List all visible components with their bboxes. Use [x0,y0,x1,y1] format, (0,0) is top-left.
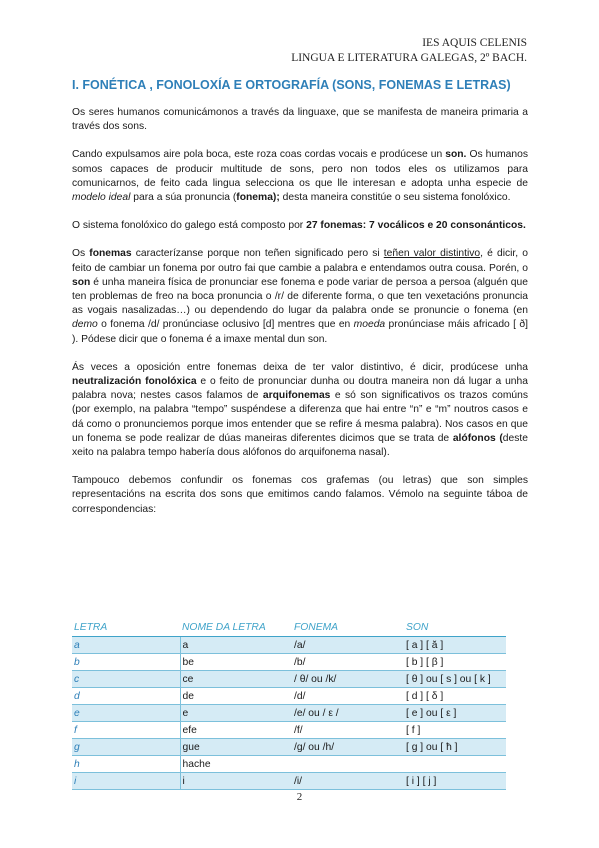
cell-son: [ e ] ou [ ε ] [404,705,506,722]
table-row [72,756,506,773]
paragraph-grafemas: Tampouco debemos confundir os fonemas cos grafemas (ou letras) que son simples representacións na escrita dos sons que emitimos cando falamos. Vémolo na seguinte táboa de correspondencias: [72,475,528,515]
cell-fonema: / θ/ ou /k/ [292,671,404,688]
correspondence-table [72,618,506,790]
table-row [72,654,506,671]
page-number: 2 [296,791,303,803]
header-letra: LETRA [72,618,180,637]
cell-nome: hache [180,756,292,773]
document-body [72,106,528,531]
cell-nome: be [180,654,292,671]
cell-letra: i [72,773,180,790]
cell-fonema: /g/ ou /h/ [292,739,404,756]
table-row [72,671,506,688]
cell-letra: f [72,722,180,739]
paragraph-son: Cando expulsamos aire pola boca, este roza coas cordas vocais e prodúcese un son. Os humanos somos capaces de producir multitude de sons, pero non todos eles os utilizamos para comunicarnos, de feito cada lingua selecciona os que lle interesan e adopta unha especie de modelo ideal para a súa pronuncia (fonema); desta maneira constitúe o seu sistema fonolóxico. [72,149,529,204]
table-row [72,739,506,756]
cell-fonema: /i/ [292,773,404,790]
document-header [291,36,527,66]
cell-fonema: /f/ [292,722,404,739]
paragraph-fonemas: Os fonemas caracterízanse porque non teñen significado pero si teñen valor distintivo, é dicir, o feito de cambiar un fonema por outro fai que cambie a palabra e entendamos outra cousa. Porén, o son é unha maneira física de pronunciar ese fonema e pode variar de persoa a persoa (alguén que ten problemas de freo na boca pronuncia o /r/ de diferente forma, o que ten vexetacións pronuncia as vogais nasalizadas…) ou dependendo do lugar da palabra onde se pronuncie o fonema (en demo o fonema /d/ pronúnciase oclusivo [d] mentres que en moeda pronúnciase máis africado [ ð] ). Pódese dicir que o fonema é a imaxe mental dun son. [72,248,528,345]
cell-nome: ce [180,671,292,688]
course-name: LINGUA E LITERATURA GALEGAS, 2º BACH. [291,52,527,64]
cell-nome: efe [180,722,292,739]
cell-letra: g [72,739,180,756]
school-name: IES AQUIS CELENIS [422,37,527,49]
cell-son: [ i ] [ j ] [404,773,506,790]
cell-son: [ d ] [ δ ] [404,688,506,705]
cell-letra: e [72,705,180,722]
cell-son: [ a ] [ ă ] [404,637,506,654]
cell-letra: c [72,671,180,688]
cell-letra: d [72,688,180,705]
cell-fonema: /b/ [292,654,404,671]
cell-son: [ g ] ou [ ħ ] [404,739,506,756]
cell-fonema: /d/ [292,688,404,705]
cell-nome: i [180,773,292,790]
table-row [72,722,506,739]
header-fonema: FONEMA [292,618,404,637]
paragraph-sistema: O sistema fonolóxico do galego está composto por 27 fonemas: 7 vocálicos e 20 consonánticos. [72,220,526,232]
cell-nome: de [180,688,292,705]
cell-fonema: /a/ [292,637,404,654]
cell-son [404,756,506,773]
section-title: I. FONÉTICA , FONOLOXÍA E ORTOGRAFÍA (SONS, FONEMAS E LETRAS) [72,78,511,92]
table-row [72,773,506,790]
cell-letra: h [72,756,180,773]
table-row [72,688,506,705]
cell-nome: e [180,705,292,722]
cell-nome: a [180,637,292,654]
cell-son: [ θ ] ou [ s ] ou [ k ] [404,671,506,688]
table-row [72,637,506,654]
cell-fonema [292,756,404,773]
paragraph-neutralizacion: Ás veces a oposición entre fonemas deixa de ter valor distintivo, é dicir, prodúcese unha neutralización fonolóxica e o feito de pronunciar dunha ou doutra maneira non dá lugar a unha palabra nova; nestes casos falamos de arquifonemas e só son significativos os trazos comúns (por exemplo, na palabra “tempo” suspéndese a diferenza que hai entre “n” e “m” noutros casos e dá como o pronunciemos porque imos entender que se refire á mesma palabra). Nos casos en que un fonema se pode realizar de dúas maneiras diferentes dicimos que se trata de alófonos (deste xeito na palabra tempo habería dous alófonos do arquifonema nasal). [72,361,528,459]
header-son: SON [404,618,506,637]
table-header-row [72,618,506,637]
cell-letra: a [72,637,180,654]
header-nome: NOME DA LETRA [180,618,292,637]
table-row [72,705,506,722]
cell-son: [ f ] [404,722,506,739]
cell-letra: b [72,654,180,671]
paragraph-intro: Os seres humanos comunicámonos a través da linguaxe, que se manifesta de maneira primaria a través dos sons. [72,107,528,133]
cell-son: [ b ] [ β ] [404,654,506,671]
cell-nome: gue [180,739,292,756]
cell-fonema: /e/ ou / ε / [292,705,404,722]
